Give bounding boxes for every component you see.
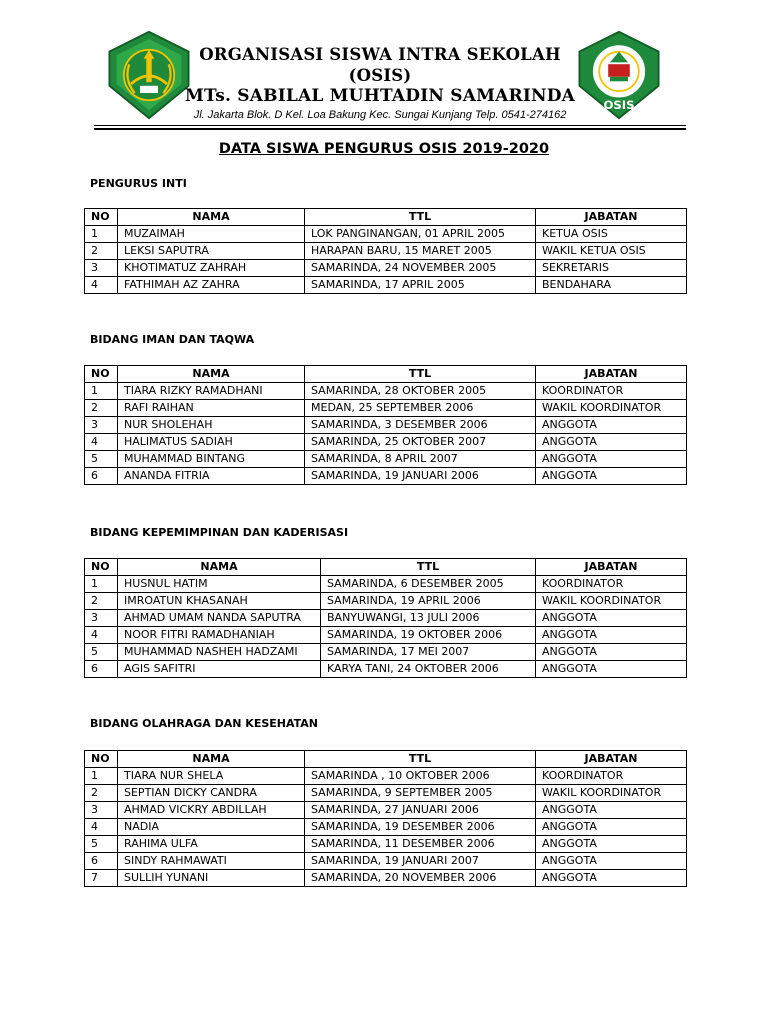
table-row	[85, 417, 687, 434]
table-header-row	[85, 751, 687, 768]
cell-no: 5	[85, 836, 118, 853]
cell-no: 1	[85, 226, 118, 243]
column-header-ttl: TTL	[305, 751, 536, 768]
cell-no: 2	[85, 243, 118, 260]
table-row	[85, 226, 687, 243]
table-header-row	[85, 209, 687, 226]
cell-jabatan: BENDAHARA	[536, 277, 687, 294]
cell-jabatan: KOORDINATOR	[536, 383, 687, 400]
cell-ttl: SAMARINDA, 25 OKTOBER 2007	[305, 434, 536, 451]
cell-nama: TIARA RIZKY RAMADHANI	[118, 383, 305, 400]
cell-jabatan: KOORDINATOR	[536, 576, 687, 593]
table-row	[85, 260, 687, 277]
cell-no: 4	[85, 819, 118, 836]
cell-jabatan: WAKIL KETUA OSIS	[536, 243, 687, 260]
cell-ttl: SAMARINDA, 19 DESEMBER 2006	[305, 819, 536, 836]
cell-ttl: KARYA TANI, 24 OKTOBER 2006	[321, 661, 536, 678]
cell-ttl: SAMARINDA, 28 OKTOBER 2005	[305, 383, 536, 400]
cell-ttl: SAMARINDA, 11 DESEMBER 2006	[305, 836, 536, 853]
cell-nama: FATHIMAH AZ ZAHRA	[118, 277, 305, 294]
cell-nama: LEKSI SAPUTRA	[118, 243, 305, 260]
cell-ttl: SAMARINDA, 17 APRIL 2005	[305, 277, 536, 294]
cell-ttl: SAMARINDA, 17 MEI 2007	[321, 644, 536, 661]
cell-nama: TIARA NUR SHELA	[118, 768, 305, 785]
cell-jabatan: KOORDINATOR	[536, 768, 687, 785]
cell-jabatan: ANGGOTA	[536, 644, 687, 661]
cell-no: 4	[85, 627, 118, 644]
cell-no: 3	[85, 802, 118, 819]
cell-no: 6	[85, 661, 118, 678]
column-header-ttl: TTL	[305, 209, 536, 226]
table-row	[85, 785, 687, 802]
cell-nama: ANANDA FITRIA	[118, 468, 305, 485]
cell-jabatan: ANGGOTA	[536, 802, 687, 819]
cell-no: 4	[85, 277, 118, 294]
cell-jabatan: WAKIL KOORDINATOR	[536, 785, 687, 802]
section-title: BIDANG KEPEMIMPINAN DAN KADERISASI	[90, 526, 349, 539]
cell-jabatan: ANGGOTA	[536, 610, 687, 627]
cell-no: 1	[85, 383, 118, 400]
document-title: DATA SISWA PENGURUS OSIS 2019-2020	[218, 141, 550, 157]
column-header-nama: NAMA	[118, 209, 305, 226]
cell-ttl: SAMARINDA, 9 SEPTEMBER 2005	[305, 785, 536, 802]
cell-jabatan: ANGGOTA	[536, 661, 687, 678]
members-table	[84, 558, 687, 678]
column-header-no: NO	[85, 366, 118, 383]
table-row	[85, 644, 687, 661]
cell-no: 4	[85, 434, 118, 451]
cell-ttl: SAMARINDA, 19 JANUARI 2007	[305, 853, 536, 870]
cell-nama: AHMAD UMAM NANDA SAPUTRA	[118, 610, 321, 627]
column-header-nama: NAMA	[118, 751, 305, 768]
cell-ttl: SAMARINDA, 19 JANUARI 2006	[305, 468, 536, 485]
cell-nama: NOOR FITRI RAMADHANIAH	[118, 627, 321, 644]
table-row	[85, 243, 687, 260]
org-name: ORGANISASI SISWA INTRA SEKOLAH	[199, 45, 561, 64]
column-header-jabatan: JABATAN	[536, 366, 687, 383]
table-row	[85, 277, 687, 294]
cell-jabatan: KETUA OSIS	[536, 226, 687, 243]
column-header-no: NO	[85, 751, 118, 768]
osis-emblem-icon	[574, 30, 664, 120]
osis-logo-text: OSIS	[603, 98, 635, 113]
cell-ttl: SAMARINDA, 19 APRIL 2006	[321, 593, 536, 610]
cell-ttl: SAMARINDA, 24 NOVEMBER 2005	[305, 260, 536, 277]
section-title: BIDANG IMAN DAN TAQWA	[90, 333, 255, 346]
cell-no: 2	[85, 593, 118, 610]
cell-nama: MUHAMMAD NASHEH HADZAMI	[118, 644, 321, 661]
table-header-row	[85, 559, 687, 576]
cell-jabatan: ANGGOTA	[536, 627, 687, 644]
cell-jabatan: SEKRETARIS	[536, 260, 687, 277]
table-row	[85, 819, 687, 836]
cell-jabatan: ANGGOTA	[536, 836, 687, 853]
cell-jabatan: ANGGOTA	[536, 853, 687, 870]
cell-no: 2	[85, 785, 118, 802]
members-table	[84, 750, 687, 887]
cell-no: 3	[85, 610, 118, 627]
cell-no: 7	[85, 870, 118, 887]
header-divider-thick	[94, 128, 686, 130]
cell-no: 5	[85, 644, 118, 661]
cell-ttl: HARAPAN BARU, 15 MARET 2005	[305, 243, 536, 260]
cell-nama: AHMAD VICKRY ABDILLAH	[118, 802, 305, 819]
column-header-jabatan: JABATAN	[536, 209, 687, 226]
cell-jabatan: WAKIL KOORDINATOR	[536, 593, 687, 610]
column-header-ttl: TTL	[321, 559, 536, 576]
school-address: Jl. Jakarta Blok. D Kel. Loa Bakung Kec. Sungai Kunjang Telp. 0541-274162	[193, 109, 567, 121]
cell-nama: NUR SHOLEHAH	[118, 417, 305, 434]
cell-no: 5	[85, 451, 118, 468]
cell-nama: AGIS SAFITRI	[118, 661, 321, 678]
column-header-nama: NAMA	[118, 366, 305, 383]
cell-ttl: SAMARINDA, 8 APRIL 2007	[305, 451, 536, 468]
table-row	[85, 836, 687, 853]
table-header-row	[85, 366, 687, 383]
column-header-jabatan: JABATAN	[536, 559, 687, 576]
cell-jabatan: WAKIL KOORDINATOR	[536, 400, 687, 417]
column-header-nama: NAMA	[118, 559, 321, 576]
cell-no: 2	[85, 400, 118, 417]
cell-ttl: SAMARINDA , 10 OKTOBER 2006	[305, 768, 536, 785]
cell-jabatan: ANGGOTA	[536, 870, 687, 887]
table-row	[85, 661, 687, 678]
table-row	[85, 802, 687, 819]
cell-ttl: SAMARINDA, 6 DESEMBER 2005	[321, 576, 536, 593]
table-row	[85, 768, 687, 785]
table-row	[85, 576, 687, 593]
cell-ttl: SAMARINDA, 20 NOVEMBER 2006	[305, 870, 536, 887]
cell-no: 3	[85, 260, 118, 277]
cell-no: 6	[85, 468, 118, 485]
cell-nama: RAFI RAIHAN	[118, 400, 305, 417]
cell-ttl: MEDAN, 25 SEPTEMBER 2006	[305, 400, 536, 417]
cell-nama: RAHIMA ULFA	[118, 836, 305, 853]
cell-jabatan: ANGGOTA	[536, 417, 687, 434]
letterhead	[180, 44, 580, 121]
table-row	[85, 451, 687, 468]
cell-nama: IMROATUN KHASANAH	[118, 593, 321, 610]
header-divider-thin	[94, 125, 686, 126]
cell-nama: SEPTIAN DICKY CANDRA	[118, 785, 305, 802]
table-row	[85, 627, 687, 644]
cell-nama: SINDY RAHMAWATI	[118, 853, 305, 870]
cell-no: 1	[85, 576, 118, 593]
section-title: PENGURUS INTI	[90, 177, 187, 190]
cell-nama: KHOTIMATUZ ZAHRAH	[118, 260, 305, 277]
cell-no: 6	[85, 853, 118, 870]
cell-nama: HALIMATUS SADIAH	[118, 434, 305, 451]
column-header-jabatan: JABATAN	[536, 751, 687, 768]
cell-ttl: BANYUWANGI, 13 JULI 2006	[321, 610, 536, 627]
cell-nama: MUHAMMAD BINTANG	[118, 451, 305, 468]
cell-nama: NADIA	[118, 819, 305, 836]
cell-nama: MUZAIMAH	[118, 226, 305, 243]
table-row	[85, 870, 687, 887]
cell-nama: SULLIH YUNANI	[118, 870, 305, 887]
cell-no: 1	[85, 768, 118, 785]
cell-ttl: SAMARINDA, 3 DESEMBER 2006	[305, 417, 536, 434]
cell-jabatan: ANGGOTA	[536, 468, 687, 485]
cell-jabatan: ANGGOTA	[536, 819, 687, 836]
table-row	[85, 434, 687, 451]
section-title: BIDANG OLAHRAGA DAN KESEHATAN	[90, 717, 319, 730]
school-name: MTs. SABILAL MUHTADIN SAMARINDA	[184, 86, 576, 106]
members-table	[84, 208, 687, 294]
cell-jabatan: ANGGOTA	[536, 434, 687, 451]
cell-ttl: LOK PANGINANGAN, 01 APRIL 2005	[305, 226, 536, 243]
members-table	[84, 365, 687, 485]
org-abbrev: (OSIS)	[348, 66, 412, 85]
table-row	[85, 468, 687, 485]
table-row	[85, 400, 687, 417]
table-row	[85, 383, 687, 400]
cell-jabatan: ANGGOTA	[536, 451, 687, 468]
cell-ttl: SAMARINDA, 27 JANUARI 2006	[305, 802, 536, 819]
column-header-no: NO	[85, 559, 118, 576]
column-header-no: NO	[85, 209, 118, 226]
column-header-ttl: TTL	[305, 366, 536, 383]
cell-no: 3	[85, 417, 118, 434]
cell-ttl: SAMARINDA, 19 OKTOBER 2006	[321, 627, 536, 644]
table-row	[85, 610, 687, 627]
table-row	[85, 853, 687, 870]
table-row	[85, 593, 687, 610]
cell-nama: HUSNUL HATIM	[118, 576, 321, 593]
